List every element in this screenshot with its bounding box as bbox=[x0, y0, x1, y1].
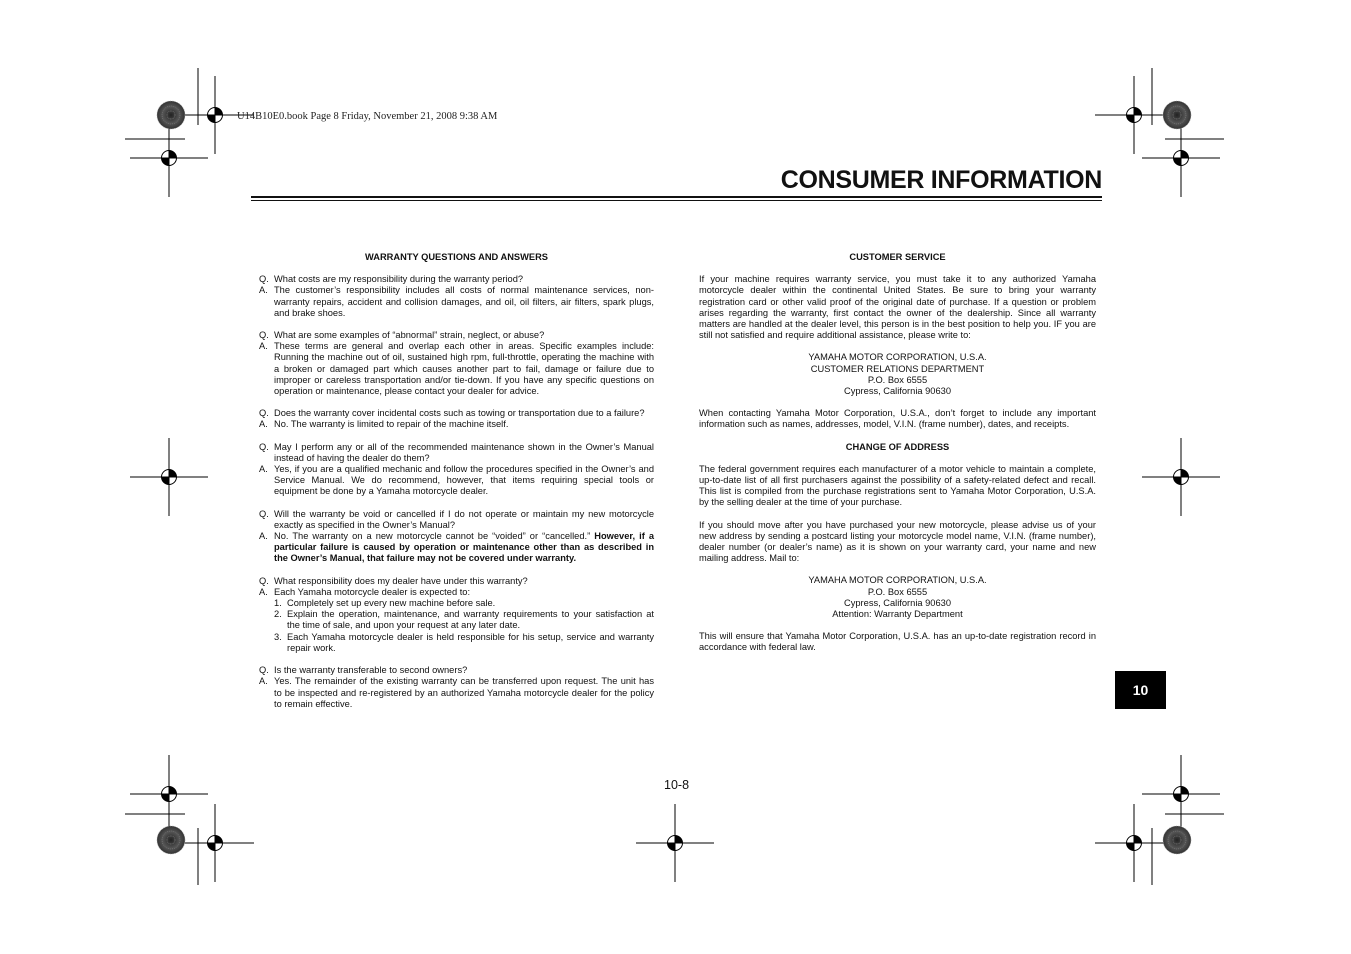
a-tag: A. bbox=[259, 676, 268, 687]
registration-mark bbox=[1095, 76, 1173, 154]
registration-mark bbox=[1095, 804, 1173, 882]
address-line: P.O. Box 6555 bbox=[867, 374, 928, 385]
question: What costs are my responsibility during the warranty period? bbox=[274, 274, 524, 285]
q-tag: Q. bbox=[259, 330, 269, 341]
customer-service-heading: CUSTOMER SERVICE bbox=[849, 252, 946, 262]
title-rule-thin bbox=[251, 200, 1102, 201]
warranty-qa-column bbox=[259, 252, 654, 721]
qa-item bbox=[259, 509, 654, 565]
list-text: Explain the operation, maintenance, and warranty requirements to your satisfaction at the time of sale, and upon your request at any later date. bbox=[287, 609, 654, 631]
page-number: 10-8 bbox=[664, 778, 690, 792]
address-line: YAMAHA MOTOR CORPORATION, U.S.A. bbox=[808, 575, 987, 586]
chapter-tab: 10 bbox=[1115, 671, 1166, 709]
q-tag: Q. bbox=[259, 441, 269, 452]
rosette-mark bbox=[1163, 101, 1191, 129]
address-line: Cypress, California 90630 bbox=[844, 386, 951, 397]
a-tag: A. bbox=[259, 586, 268, 597]
address-line: P.O. Box 6555 bbox=[867, 586, 928, 597]
list-item bbox=[259, 609, 654, 631]
answer: Yes, if you are a qualified mechanic and follow the procedures specified in the Owner’s and Service Manual. We do recommend, however, that items requiring special tools or equipment be done by a Yamaha motorcycle dealer. bbox=[274, 464, 654, 497]
a-tag: A. bbox=[259, 285, 268, 296]
answer: Yes. The remainder of the existing warranty can be transferred upon request. The unit has to be inspected and re-registered by an authorized Yamaha motorcycle dealer for the policy to remain effective. bbox=[274, 676, 654, 709]
closing-note: This will ensure that Yamaha Motor Corporation, U.S.A. has an up-to-date registration record in accordance with federal law. bbox=[699, 631, 1096, 653]
registration-mark bbox=[130, 755, 208, 833]
address-line: Cypress, California 90630 bbox=[844, 597, 951, 608]
registration-mark bbox=[636, 804, 714, 882]
registration-mark bbox=[1142, 755, 1220, 833]
a-tag: A. bbox=[259, 531, 268, 542]
registration-mark bbox=[1142, 119, 1220, 197]
question: Is the warranty transferable to second owners? bbox=[274, 665, 468, 676]
qa-item bbox=[259, 442, 654, 498]
registration-mark bbox=[1142, 438, 1220, 516]
list-text: Each Yamaha motorcycle dealer is held responsible for his setup, service and warranty repair work. bbox=[287, 631, 654, 653]
answer: These terms are general and overlap each other in areas. Specific examples include: Running the machine out of oil, sustained high rpm, full-throttle, operating the machine with a broken or damaged part which causes another part to fail, damage or failure due to improper or careless transportation and/or tie-down. If you have any specific questions on operation or maintenance, please contact your dealer for advice. bbox=[274, 341, 654, 397]
question: Does the warranty cover incidental costs such as towing or transportation due to a failure? bbox=[274, 408, 645, 419]
customer-service-intro: If your machine requires warranty service, you must take it to any authorized Yamaha motorcycle dealer within the continental United States. Be sure to bring your warranty registration card or other valid proof of the original date of purchase. If a question or problem arises regarding the warranty, first contact the owner of the dealership. Since all warranty matters are handled at the dealer level, this person is in the best position to help you. IF you are still not satisfied and require additional assistance, please write to: bbox=[699, 274, 1096, 341]
answer: No. The warranty is limited to repair of the machine itself. bbox=[274, 419, 509, 430]
list-item bbox=[259, 598, 654, 609]
qa-item bbox=[259, 274, 654, 319]
book-info-slug: U14B10E0.book Page 8 Friday, November 21, 2008 9:38 AM bbox=[237, 111, 498, 122]
registration-mark bbox=[176, 804, 254, 882]
q-tag: Q. bbox=[259, 508, 269, 519]
list-number: 1. bbox=[274, 598, 282, 609]
list-number: 3. bbox=[274, 631, 282, 642]
q-tag: Q. bbox=[259, 274, 269, 285]
list-text: Completely set up every new machine before sale. bbox=[287, 598, 496, 609]
page-title: CONSUMER INFORMATION bbox=[780, 166, 1102, 194]
answer: The customer’s responsibility includes all costs of normal maintenance services, non-warranty repairs, accident and collision damages, and oil, oil filters, air filters, spark plugs, and brake shoes. bbox=[274, 285, 654, 318]
q-tag: Q. bbox=[259, 665, 269, 676]
list-number: 2. bbox=[274, 609, 282, 620]
a-tag: A. bbox=[259, 419, 268, 430]
answer: No. The warranty on a new motorcycle cannot be “voided” or “cancelled.” bbox=[274, 531, 591, 542]
qa-item bbox=[259, 330, 654, 397]
qa-item bbox=[259, 665, 654, 710]
customer-relations-address bbox=[699, 352, 1096, 397]
question: What responsibility does my dealer have under this warranty? bbox=[274, 575, 528, 586]
answer: Each Yamaha motorcycle dealer is expected to: bbox=[274, 586, 471, 597]
qa-item bbox=[259, 576, 654, 654]
rosette-mark bbox=[157, 101, 185, 129]
a-tag: A. bbox=[259, 464, 268, 475]
service-column bbox=[699, 252, 1096, 665]
section-heading: WARRANTY QUESTIONS AND ANSWERS bbox=[364, 252, 549, 262]
question: What are some examples of “abnormal” strain, neglect, or abuse? bbox=[274, 330, 545, 341]
answer-bold: However, if a particular failure is caused by operation or maintenance other than as described in the Owner’s Manual, that failure may not be covered under warranty. bbox=[274, 531, 655, 564]
question: Will the warranty be void or cancelled if I do not operate or maintain my new motorcycle exactly as specified in the Owner’s Manual? bbox=[274, 508, 654, 530]
address-line: YAMAHA MOTOR CORPORATION, U.S.A. bbox=[808, 352, 987, 363]
qa-item bbox=[259, 408, 654, 430]
warranty-department-address bbox=[699, 575, 1096, 620]
question: May I perform any or all of the recommended maintenance shown in the Owner’s Manual instead of having the dealer do them? bbox=[274, 441, 654, 463]
rosette-mark bbox=[157, 826, 185, 854]
contact-note: When contacting Yamaha Motor Corporation, U.S.A., don’t forget to include any important information such as names, addresses, model, V.I.N. (frame number), dates, and receipts. bbox=[699, 408, 1096, 430]
list-item bbox=[259, 632, 654, 654]
title-rule bbox=[251, 196, 1102, 198]
rosette-mark bbox=[1163, 826, 1191, 854]
registration-mark bbox=[130, 119, 208, 197]
change-of-address-heading: CHANGE OF ADDRESS bbox=[845, 441, 950, 452]
q-tag: Q. bbox=[259, 408, 269, 419]
registration-mark bbox=[130, 438, 208, 516]
address-line: CUSTOMER RELATIONS DEPARTMENT bbox=[810, 363, 985, 374]
change-of-address-para-1: The federal government requires each manufacturer of a motor vehicle to maintain a complete, up-to-date list of all first purchasers against the possibility of a safety-related defect and recall. This list is compiled from the purchase registrations sent to Yamaha Motor Corporation, U.S.A. by the selling dealer at the time of your purchase. bbox=[699, 463, 1096, 508]
address-line: Attention: Warranty Department bbox=[832, 609, 963, 620]
change-of-address-para-2: If you should move after you have purchased your new motorcycle, please advise us of your new address by sending a postcard listing your motorcycle model name, V.I.N. (frame number), dealer number (or dealer’s name) as it is shown on your warranty card, your name and new mailing address. Mail to: bbox=[699, 519, 1096, 564]
answer-container bbox=[274, 531, 654, 565]
a-tag: A. bbox=[259, 341, 268, 352]
q-tag: Q. bbox=[259, 575, 269, 586]
